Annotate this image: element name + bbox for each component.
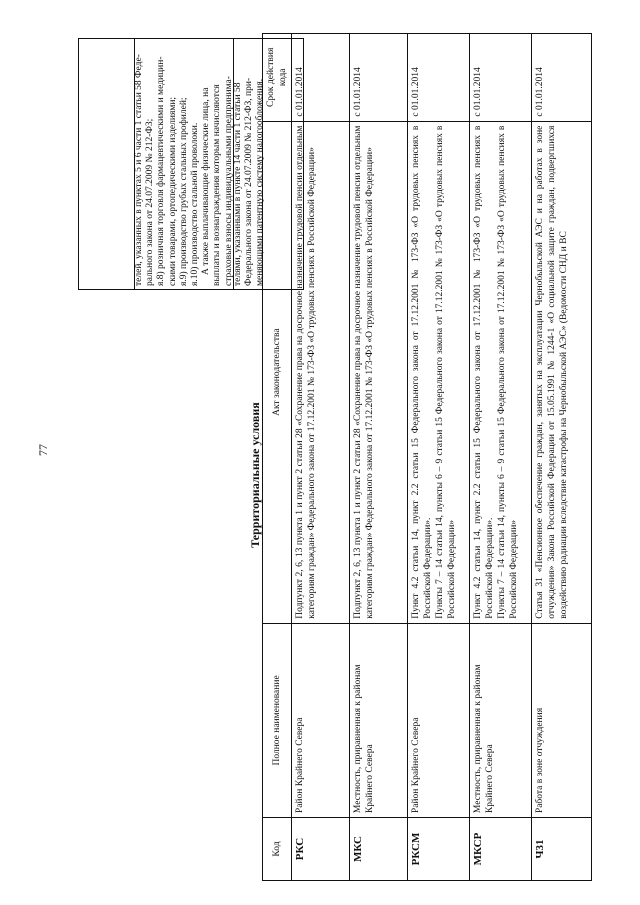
continuation-line: меняющими патентную систему налогообложения. [255, 78, 266, 286]
table-row [470, 34, 532, 881]
row-code: РКС [292, 818, 350, 881]
row-term: с 01.01.2014 [292, 34, 350, 122]
continuation-line: страховые взносы индивидуальными предпринима- [223, 76, 234, 286]
row-term: с 01.01.2014 [470, 34, 532, 122]
header-term: Срок действия кода [263, 34, 292, 122]
continuation-line: А также выплачивающие физические лица, на [201, 87, 212, 275]
row-name: Местность, приравненная к районам Крайнего Севера [470, 623, 532, 817]
continuation-line: я.9) производство грубых стальных профилей; [178, 97, 189, 286]
continuation-line: телей, указанных в пунктах 5 и 6 части 1 статьи 58 Феде- [134, 54, 144, 286]
header-code: Код [263, 818, 292, 881]
act-paragraph: Подпункт 2, 6, 13 пункта 1 и пункт 2 статьи 28 «Сохранение права на досрочное назначение трудовой пенсии отдельным категориям граждан» Федерального закона от 17.12.2001 № 173-ФЗ «О трудовых пенсиях в Российской Федерации» [295, 125, 317, 619]
table-row [532, 34, 592, 881]
row-act [292, 121, 350, 623]
table-row [292, 34, 350, 881]
row-act [470, 121, 532, 623]
continuation-cell-text [134, 39, 234, 289]
section-title: Территориальные условия [248, 402, 262, 548]
row-name: Район Крайнего Севера [292, 623, 350, 817]
territorial-conditions-table [262, 33, 592, 881]
continuation-line: Федерального закона от 24.07.2009 № 212-ФЗ, при- [244, 77, 255, 286]
continuation-line: выплаты и вознаграждения которым начисляются [212, 84, 223, 286]
continuation-cell-empty [79, 39, 135, 289]
act-paragraph: Пункты 7 – 14 статьи 14, пункты 6 – 9 статьи 15 Федерального закона от 17.12.2001 № 173-ФЗ «О трудовых пенсиях в Российской Федерации» [497, 125, 519, 619]
header-name: Полное наименование [263, 623, 292, 817]
continuation-line: рального закона от 24.07.2009 № 212-ФЗ; [145, 118, 156, 286]
row-term: с 01.01.2014 [408, 34, 470, 122]
continuation-line: скими товарами, ортопедическими изделиями; [167, 96, 178, 286]
page-number: 77 [36, 444, 50, 456]
table-row [408, 34, 470, 881]
row-code: Ч31 [532, 818, 592, 881]
row-act [350, 121, 408, 623]
continuation-line: я.8) розничная торговля фармацевтическими и медицин- [156, 56, 167, 286]
table-row [350, 34, 408, 881]
row-name: Работа в зоне отчуждения [532, 623, 592, 817]
continuation-line: я.10) производство стальной проволоки. [190, 122, 201, 286]
act-paragraph: Статья 31 «Пенсионное обеспечение граждан, занятых на эксплуатации Чернобыльской АЭС и на работах в зоне отчуждения» Закона Российской Федерации от 15.05.1991 № 1244-1 «О социальной защите граждан, подвергшихся воздействию радиации вследствие катастрофы на Чернобыльской АЭС» (Ведомости СНД и ВС [535, 125, 569, 619]
row-code: МКСР [470, 818, 532, 881]
act-paragraph: Подпункт 2, 6, 13 пункта 1 и пункт 2 статьи 28 «Сохранение права на досрочное назначение трудовой пенсии отдельным категориям граждан» Федерального закона от 17.12.2001 № 173-ФЗ «О трудовых пенсиях в Российской Федерации» [353, 125, 375, 619]
row-code: РКСМ [408, 818, 470, 881]
continuation-line: телями, указанными в пункте 14 части 1 статьи 58 [233, 82, 243, 286]
row-term: с 01.01.2014 [350, 34, 408, 122]
row-term: с 01.01.2014 [532, 34, 592, 122]
row-name: Местность, приравненная к районам Крайнего Севера [350, 623, 408, 817]
act-paragraph: Пункты 7 – 14 статьи 14, пункты 6 – 9 статьи 15 Федерального закона от 17.12.2001 № 173-ФЗ «О трудовых пенсиях в Российской Федерации» [435, 125, 457, 619]
row-code: МКС [350, 818, 408, 881]
row-act [532, 121, 592, 623]
act-paragraph: Пункт 4.2 статьи 14, пункт 2.2 статьи 15 Федерального закона от 17.12.2001 № 173-ФЗ «О трудовых пенсиях в Российской Федерации». [473, 125, 495, 619]
header-act: Акт законодательства [263, 121, 292, 623]
row-name: Район Крайнего Севера [408, 623, 470, 817]
table-header-row [263, 34, 292, 881]
row-act [408, 121, 470, 623]
act-paragraph: Пункт 4.2 статьи 14, пункт 2.2 статьи 15 Федерального закона от 17.12.2001 № 173-ФЗ «О трудовых пенсиях в Российской Федерации». [411, 125, 433, 619]
